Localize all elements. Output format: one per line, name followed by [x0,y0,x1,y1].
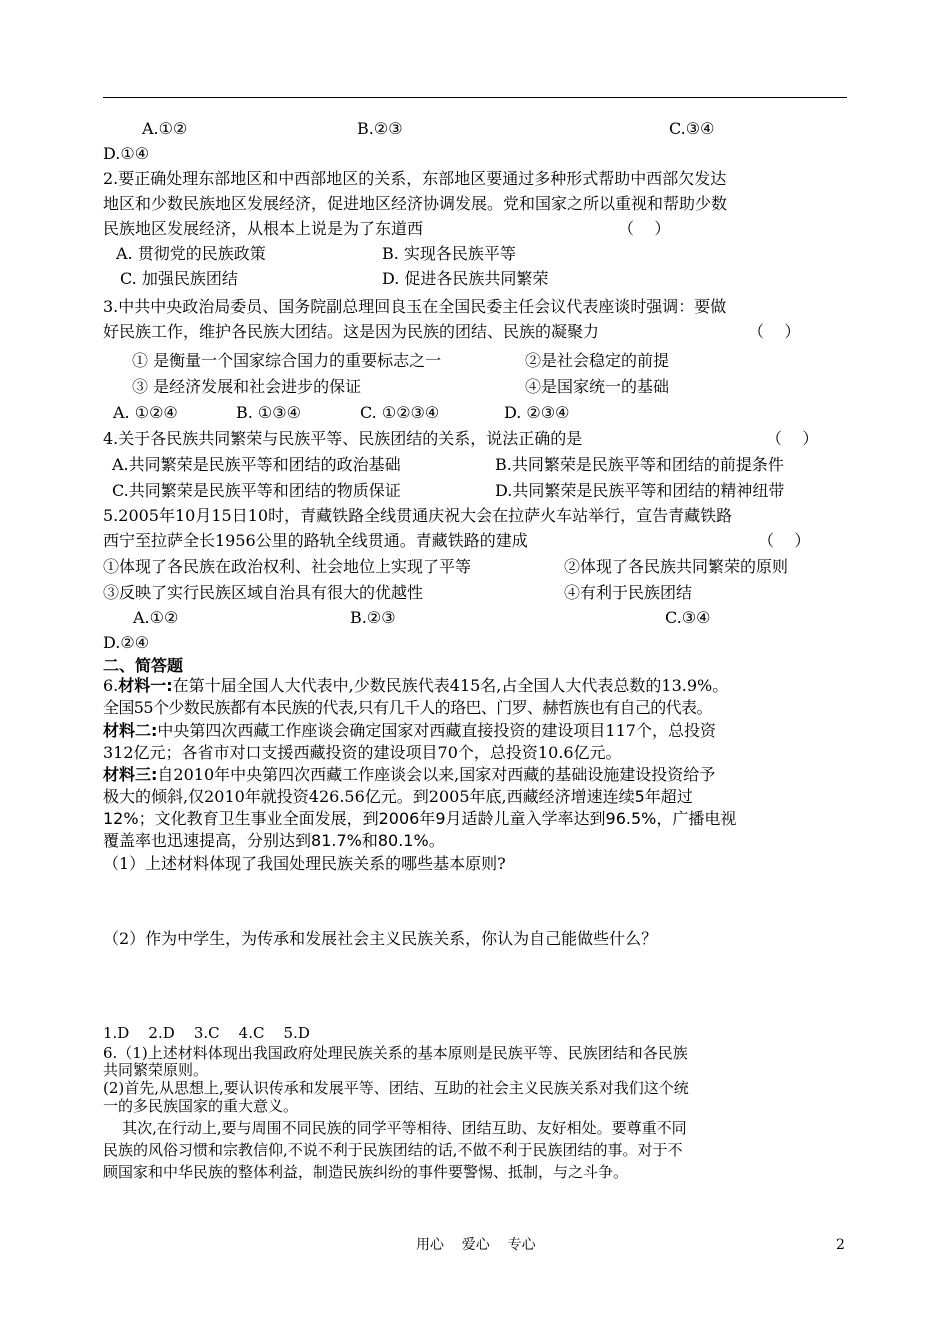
answer-6-line-1: 6.（1)上述材料体现出我国政府处理民族关系的基本原则是民族平等、民族团结和各民族 [103,1044,688,1062]
q5-item-4: ④有利于民族团结 [564,583,693,602]
q6-material-3-text-3h: ，广播电视 [656,809,737,828]
q2-answer-bracket: （ ） [618,219,671,238]
q6-material-3-text-3b: ；文化教育卫生事业全面发展，到 [138,809,379,828]
q3-option-a: A. ①②④ [113,403,178,422]
q3-answer-bracket: （ ） [748,322,801,341]
q5-option-c: C.③④ [665,608,711,627]
answer-6-line-2: 共同繁荣原则。 [103,1061,209,1079]
section-heading-short-answer: 二、简答题 [103,656,184,675]
q3-option-c: C. ①②③④ [360,403,440,422]
q1-option-a: A.①② [142,119,188,138]
answers-multiple-choice: 1.D 2.D 3.C 4.C 5.D [103,1024,310,1042]
q5-item-3: ③反映了实行民族区域自治具有很大的优越性 [103,583,424,602]
q6-material-3-text-3g: 96.5% [605,809,657,828]
q2-text-line-2: 地区和少数民族地区发展经济，促进地区经济协调发展。党和国家之所以重视和帮助少数 [103,194,728,213]
q4-text: 4.关于各民族共同繁荣与民族平等、民族团结的关系，说法正确的是 [103,429,583,448]
q4-answer-bracket: （ ） [766,429,819,448]
q5-item-1: ①体现了各民族在政治权利、社会地位上实现了平等 [103,557,472,576]
q5-option-b: B.②③ [350,608,396,627]
q1-option-b: B.②③ [357,119,403,138]
answer-6-line-6: 民族的风俗习惯和宗教信仰,不说不利于民族团结的话,不做不利于民族团结的事。对于不 [103,1141,683,1159]
q5-text-line-1: 5.2005年10月15日10时，青藏铁路全线贯通庆祝大会在拉萨火车站举行，宣告青藏铁路 [103,506,733,525]
q3-item-1: ① 是衡量一个国家综合国力的重要标志之一 [132,351,442,370]
q6-material-3-text-3a: 12% [103,809,139,828]
q6-material-1-label: 材料一: [118,676,173,695]
q5-option-a: A.①② [133,608,179,627]
q3-item-3: ③ 是经济发展和社会进步的保证 [132,377,362,396]
q6-material-3-text-2b: 5 [634,787,645,806]
q4-option-c: C.共同繁荣是民族平等和团结的物质保证 [112,481,401,500]
q3-text-line-2: 好民族工作，维护各民族大团结。这是因为民族的团结、民族的凝聚力 [103,322,600,341]
q5-text-line-2: 西宁至拉萨全长1956公里的路轨全线贯通。青藏铁路的建成 [103,531,528,550]
q1-option-d: D.①④ [103,144,150,163]
q3-option-d: D. ②③④ [504,403,570,422]
q6-material-3-text-3d: 年 [419,809,436,828]
q6-sub-question-2: （2）作为中学生，为传承和发展社会主义民族关系，你认为自己能做些什么？ [103,929,658,948]
q6-material-3-text-2a: 极大的倾斜,仅2010年就投资426.56亿元。到2005年底,西藏经济增速连续 [103,787,635,806]
header-rule [103,97,847,98]
page-number: 2 [836,1237,845,1253]
q6-material-3-label: 材料三: [103,765,158,784]
q4-option-b: B.共同繁荣是民族平等和团结的前提条件 [495,455,784,474]
q5-option-d: D.②④ [103,633,150,652]
q2-option-b: B. 实现各民族平等 [382,244,516,263]
q6-material-3-line-4 [103,830,445,852]
q5-item-2: ②体现了各民族共同繁荣的原则 [564,557,789,576]
q6-material-3-text-4e: 。 [428,831,445,850]
q6-material-2-label: 材料二: [103,721,158,740]
q4-option-a: A.共同繁荣是民族平等和团结的政治基础 [112,455,401,474]
q6-material-3-text-4b: 81.7% [311,831,362,850]
q5-answer-bracket: （ ） [758,531,811,550]
q6-material-3-line-2 [103,786,693,808]
answer-6-line-7: 顾国家和中华民族的整体利益，制造民族纠纷的事件要警惕、抵制，与之斗争。 [103,1163,629,1181]
answer-6-line-5: 其次,在行动上,要与周围不同民族的同学平等相待、团结互助、友好相处。要尊重不同 [103,1119,687,1137]
q6-sub-question-1: （1）上述材料体现了我国处理民族关系的哪些基本原则? [103,854,506,873]
q2-text-line-1: 2.要正确处理东部地区和中西部地区的关系，东部地区要通过多种形式帮助中西部欠发达 [103,169,727,188]
q2-option-d: D. 促进各民族共同繁荣 [382,269,549,288]
q2-option-c: C. 加强民族团结 [120,269,238,288]
q6-material-1-line-1 [103,675,728,697]
q6-material-1-line-2: 全国55个少数民族都有本民族的代表,只有几千人的珞巴、门罗、赫哲族也有自己的代表。 [103,698,712,717]
q6-material-3-text-3c: 2006 [378,809,420,828]
answer-6-line-3: (2)首先,从思想上,要认识传承和发展平等、团结、互助的社会主义民族关系对我们这个统 [103,1079,689,1097]
q6-material-2-text-1: 中央第四次西藏工作座谈会确定国家对西藏直接投资的建设项目117个，总投资 [157,721,716,740]
q6-material-3-text-3e: 9 [435,809,446,828]
q2-text-line-3: 民族地区发展经济，从根本上说是为了东道西 [103,219,424,238]
q6-material-2-line-1 [103,720,716,742]
q3-option-b: B. ①③④ [236,403,301,422]
q3-item-2: ②是社会稳定的前提 [525,351,670,370]
q6-material-3-text-4d: 80.1% [377,831,429,850]
q6-material-1-text-1: 在第十届全国人大代表中,少数民族代表415名,占全国人大代表总数的13.9%。 [172,676,729,695]
answer-6-line-4: 一的多民族国家的重大意义。 [103,1097,299,1115]
q1-option-c: C.③④ [669,119,715,138]
q3-text-line-1: 3.中共中央政治局委员、国务院副总理回良玉在全国民委主任会议代表座谈时强调：要做 [103,297,727,316]
q6-material-3-line-3 [103,808,736,830]
q6-material-3-line-1 [103,764,715,786]
q6-material-2-line-2: 312亿元；各省市对口支援西藏投资的建设项目70个，总投资10.6亿元。 [103,743,622,762]
q6-material-3-text-2c: 年超过 [644,787,693,806]
footer-motto: 用心 爱心 专心 [416,1237,536,1253]
q2-option-a: A. 贯彻党的民族政策 [116,244,266,263]
q4-option-d: D.共同繁荣是民族平等和团结的精神纽带 [495,481,785,500]
q6-material-3-text-3f: 月适龄儿童入学率达到 [445,809,606,828]
q3-item-4: ④是国家统一的基础 [525,377,670,396]
q6-material-3-text-4c: 和 [361,831,378,850]
q6-material-3-text-1: 自2010年中央第四次西藏工作座谈会以来,国家对西藏的基础设施建设投资给予 [157,765,716,784]
q6-number: 6. [103,676,119,695]
q6-material-3-text-4a: 覆盖率也迅速提高，分别达到 [103,831,312,850]
